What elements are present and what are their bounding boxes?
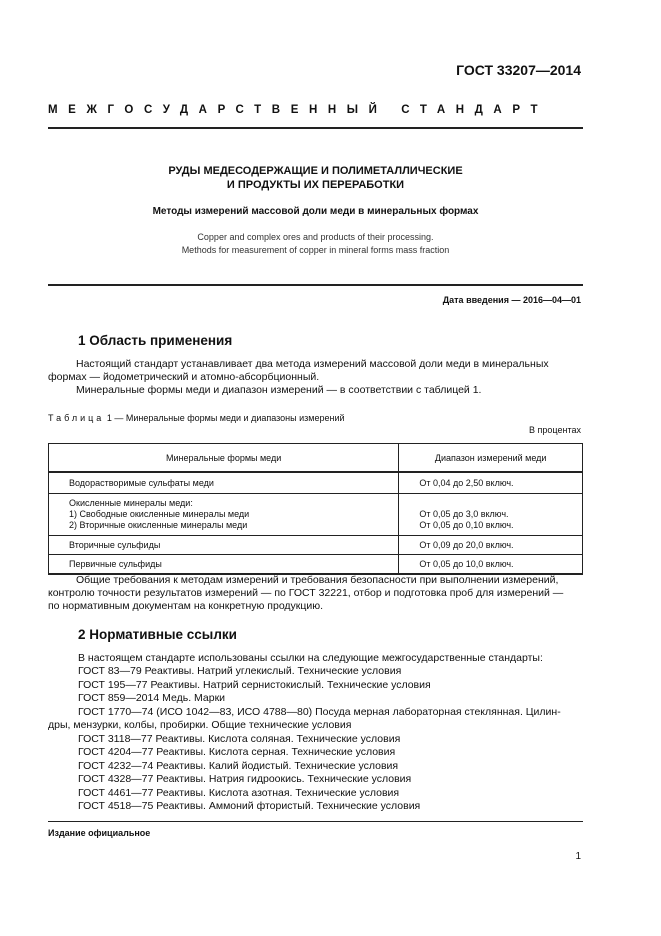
official-edition-label: Издание официальное <box>48 828 151 838</box>
table-unit: В процентах <box>529 425 581 435</box>
effective-date: Дата введения — 2016—04—01 <box>442 295 581 305</box>
general-req-line-2: контролю точности результатов измерений — по ГОСТ 32221, отбор и подготовка проб для измерений — <box>48 587 564 599</box>
table-cell-range <box>399 494 583 510</box>
document-subtitle: Методы измерений массовой доли меди в минеральных формах <box>152 206 479 217</box>
title-line-1: РУДЫ МЕДЕСОДЕРЖАЩИЕ И ПОЛИМЕТАЛЛИЧЕСКИЕ <box>168 165 463 177</box>
table-cell-range: От 0,05 до 0,10 включ. <box>399 520 583 536</box>
section-2-intro: В настоящем стандарте использованы ссылки на следующие межгосударственные стандарты: <box>78 652 543 664</box>
table-row <box>49 494 583 510</box>
section-1-para-line-2: формах — йодометрический и атомно-абсорбционный. <box>48 371 320 383</box>
section-2-heading: 2 Нормативные ссылки <box>78 627 237 642</box>
general-requirements-paragraph <box>48 574 583 613</box>
table-row <box>49 520 583 536</box>
reference-item: ГОСТ 1770—74 (ИСО 1042—83, ИСО 4788—80) Посуда мерная лабораторная стеклянная. Цилин- <box>78 706 561 718</box>
title-rule <box>48 284 583 286</box>
table-caption-prefix: Таблица <box>48 413 105 423</box>
section-1-para-line-1: Настоящий стандарт устанавливает два метода измерений массовой доли меди в минеральных <box>76 358 549 370</box>
reference-item: ГОСТ 195—77 Реактивы. Натрий сернистокислый. Технические условия <box>78 679 431 691</box>
table-cell-form: Окисленные минералы меди: <box>49 494 399 510</box>
table-cell-range: От 0,05 до 10,0 включ. <box>399 555 583 575</box>
reference-item: ГОСТ 4328—77 Реактивы. Натрия гидроокись. Технические условия <box>78 773 412 785</box>
table-cell-form: 2) Вторичные окисленные минералы меди <box>49 520 399 536</box>
mineral-forms-table <box>48 443 583 575</box>
table-cell-form: 1) Свободные окисленные минералы меди <box>49 509 399 520</box>
table-header-range: Диапазон измерений меди <box>399 444 583 473</box>
reference-item: ГОСТ 4518—75 Реактивы. Аммоний фтористый. Технические условия <box>78 800 421 812</box>
table-header-forms: Минеральные формы меди <box>49 444 399 473</box>
title-line-2: И ПРОДУКТЫ ИХ ПЕРЕРАБОТКИ <box>226 179 405 191</box>
reference-item: ГОСТ 3118—77 Реактивы. Кислота соляная. Технические условия <box>78 733 401 745</box>
reference-item: ГОСТ 83—79 Реактивы. Натрий углекислый. Технические условия <box>78 665 402 677</box>
table-row <box>49 555 583 575</box>
footer-rule <box>48 821 583 822</box>
table-row <box>49 509 583 520</box>
interstate-standard-label: МЕЖГОСУДАРСТВЕННЫЙ СТАНДАРТ <box>48 104 549 116</box>
table-cell-range: От 0,05 до 3,0 включ. <box>399 509 583 520</box>
table-row <box>49 472 583 494</box>
general-req-line-1: Общие требования к методам измерений и требования безопасности при выполнении измерений, <box>76 574 559 586</box>
table-cell-form: Первичные сульфиды <box>49 555 399 575</box>
table-cell-form: Вторичные сульфиды <box>49 536 399 555</box>
table-cell-form: Водорастворимые сульфаты меди <box>49 472 399 494</box>
table-caption-text: 1 — Минеральные формы меди и диапазоны измерений <box>106 413 345 423</box>
reference-item: ГОСТ 4204—77 Реактивы. Кислота серная. Технические условия <box>78 746 396 758</box>
table-cell-range: От 0,04 до 2,50 включ. <box>399 472 583 494</box>
general-req-line-3: по нормативным документам на конкретную продукцию. <box>48 600 324 612</box>
english-title-line-1: Copper and complex ores and products of their processing. <box>197 232 434 242</box>
page-number: 1 <box>575 851 581 862</box>
table-row <box>49 536 583 555</box>
reference-item: ГОСТ 4461—77 Реактивы. Кислота азотная. Технические условия <box>78 787 400 799</box>
reference-item: ГОСТ 4232—74 Реактивы. Калий йодистый. Технические условия <box>78 760 399 772</box>
reference-item-continuation: дры, мензурки, колбы, пробирки. Общие технические условия <box>48 719 352 731</box>
standard-id: ГОСТ 33207—2014 <box>456 62 581 78</box>
section-1-heading: 1 Область применения <box>78 333 233 348</box>
section-1-paragraph-1 <box>48 358 583 397</box>
reference-item: ГОСТ 859—2014 Медь. Марки <box>78 692 226 704</box>
section-1-paragraph-2: Минеральные формы меди и диапазон измерений — в соответствии с таблицей 1. <box>76 384 482 396</box>
table-caption <box>48 413 345 423</box>
english-title-line-2: Methods for measurement of copper in mineral forms mass fraction <box>181 245 450 255</box>
table-cell-range: От 0,09 до 20,0 включ. <box>399 536 583 555</box>
header-rule <box>48 127 583 129</box>
